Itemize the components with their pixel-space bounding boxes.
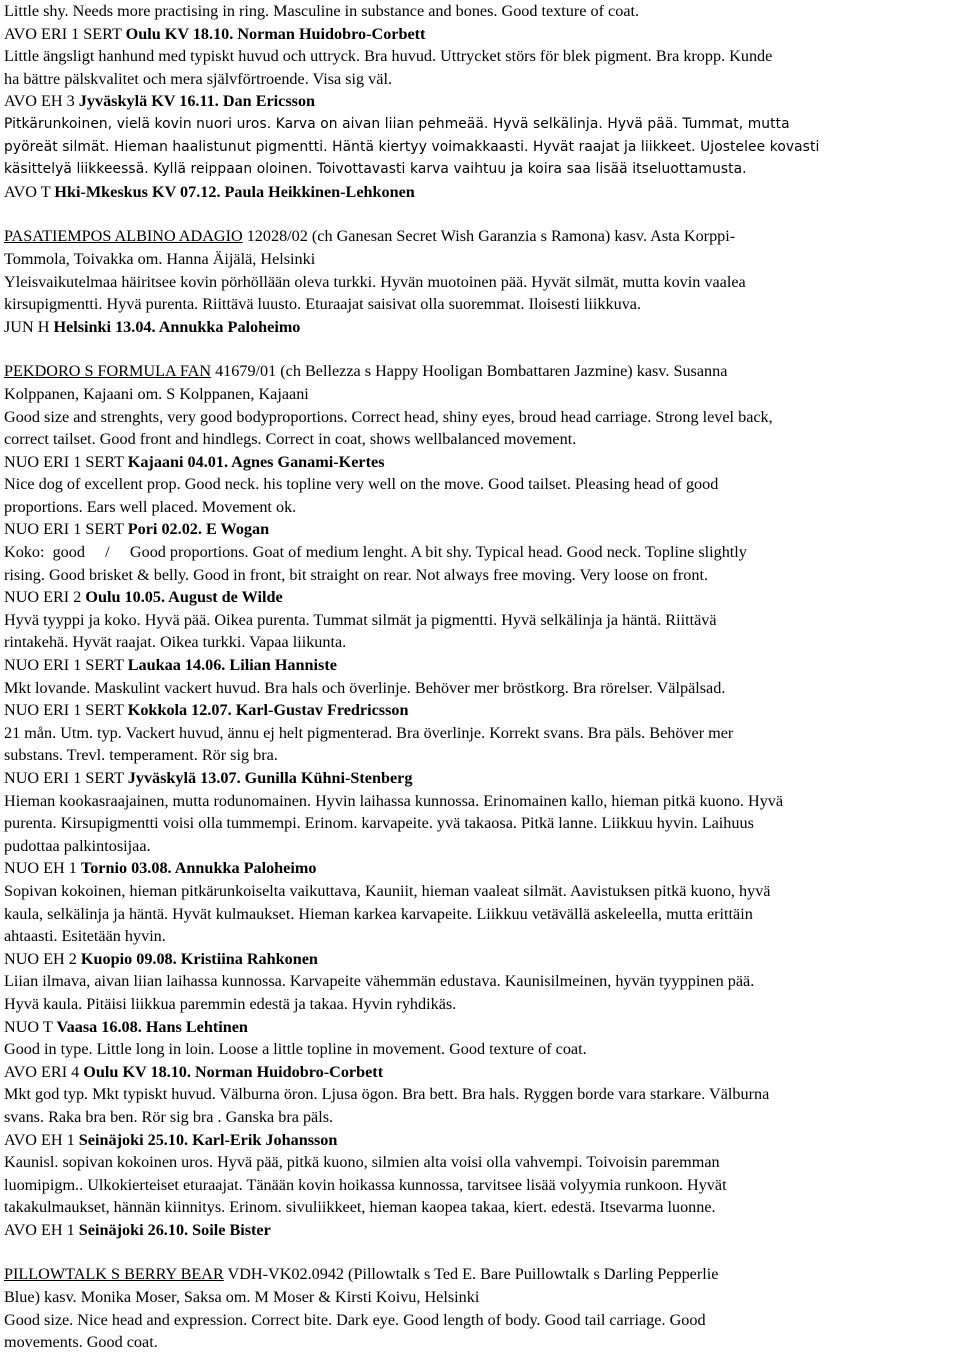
result-line: NUO ERI 1 SERT Kajaani 04.01. Agnes Ganami-Kertes [4, 452, 385, 471]
dog-name-link[interactable]: PASATIEMPOS ALBINO ADAGIO [4, 227, 243, 246]
critique-line: Sopivan kokoinen, hieman pitkärunkoiselta vaikuttava, Kauniit, hieman vaaleat silmät. Aavistuksen pitkä kuono, hyvä [4, 881, 771, 900]
result-line: NUO ERI 1 SERT Pori 02.02. E Wogan [4, 520, 270, 539]
critique-line: substans. Trevl. temperament. Rör sig bra. [4, 746, 278, 765]
owner-line: Blue) kasv. Monika Moser, Saksa om. M Moser & Kirsti Koivu, Helsinki [4, 1288, 480, 1307]
critique-line: Kaunisl. sopivan kokoinen uros. Hyvä pää, pitkä kuono, silmien alta voisi olla vahvempi. Toivoisin paremman [4, 1153, 720, 1172]
critique-line: rintakehä. Hyvät raajat. Oikea turkki. Vapaa liikunta. [4, 633, 347, 652]
result-line: NUO ERI 1 SERT Laukaa 14.06. Lilian Hanniste [4, 656, 337, 675]
critique-line: correct tailset. Good front and hindlegs. Correct in coat, shows wellbalanced movement. [4, 430, 577, 449]
critique-line: kaula, selkälinja ja häntä. Hyvät kulmaukset. Hieman karkea karvapeite. Liikkuu vetävällä askeleella, mutta erittäin [4, 904, 753, 923]
result-line: JUN H Helsinki 13.04. Annukka Paloheimo [4, 317, 301, 336]
section-gap [4, 338, 952, 360]
critique-line: Mkt lovande. Maskulint vackert huvud. Bra hals och överlinje. Behöver mer bröstkorg. Bra rörelser. Välpälsad. [4, 678, 726, 697]
critique-line: pudottaa palkintosijaa. [4, 836, 151, 855]
result-line: AVO EH 1 Seinäjoki 25.10. Karl-Erik Johansson [4, 1130, 338, 1149]
dog-header [4, 360, 952, 383]
critique-line: käsittelyä liikkeessä. Kyllä reippaan oloinen. Toivottavasti karva vaihtuu ja koira saa lisää itseluottamusta. [4, 161, 747, 178]
result-line: NUO T Vaasa 16.08. Hans Lehtinen [4, 1017, 248, 1036]
critique-line: kirsupigmentti. Hyvä purenta. Riittävä luusto. Eturaajat saisivat olla suoremmat. Iloisesti liikkuva. [4, 295, 642, 314]
critique-line: rising. Good brisket & belly. Good in front, bit straight on rear. Not always free moving. Very loose on front. [4, 565, 709, 584]
critique-line: Nice dog of excellent prop. Good neck. his topline very well on the move. Good tailset. Pleasing head of good [4, 475, 719, 494]
critique-line: ha bättre pälskvalitet och mera självförtroende. Visa sig väl. [4, 69, 393, 88]
critique-line: Good size. Nice head and expression. Correct bite. Dark eye. Good length of body. Good tail carriage. Good [4, 1310, 706, 1329]
section-gap [4, 1241, 952, 1263]
dog-pedigree: 41679/01 (ch Bellezza s Happy Hooligan Bombattaren Jazmine) kasv. Susanna [211, 362, 728, 381]
critique-line: Mkt god typ. Mkt typiskt huvud. Välburna öron. Ljusa ögon. Bra bett. Bra hals. Ryggen borde vara starkare. Välburna [4, 1085, 770, 1104]
result-line: NUO EH 1 Tornio 03.08. Annukka Paloheimo [4, 859, 317, 878]
critique-line: Hyvä kaula. Pitäisi liikkua paremmin edestä ja takaa. Hyvin ryhdikäs. [4, 994, 457, 1013]
result-line: NUO ERI 1 SERT Kokkola 12.07. Karl-Gustav Fredricsson [4, 701, 409, 720]
dog-pedigree: 12028/02 (ch Ganesan Secret Wish Garanzia s Ramona) kasv. Asta Korppi- [242, 227, 736, 246]
dog-name-link[interactable]: PEKDORO S FORMULA FAN [4, 362, 212, 381]
section-gap [4, 203, 952, 225]
dog-header [4, 225, 952, 248]
result-line: NUO EH 2 Kuopio 09.08. Kristiina Rahkonen [4, 949, 318, 968]
critique-line: Good size and strenghts, very good bodyproportions. Correct head, shiny eyes, broud head carriage. Strong level back, [4, 407, 773, 426]
dog-header [4, 1263, 952, 1286]
critique-line: ahtaasti. Esitetään hyvin. [4, 927, 166, 946]
critique-line: Hyvä tyyppi ja koko. Hyvä pää. Oikea purenta. Tummat silmät ja pigmentti. Hyvä selkälinja ja häntä. Riittävä [4, 610, 717, 629]
critique-line: Good in type. Little long in loin. Loose a little topline in movement. Good texture of coat. [4, 1040, 587, 1059]
dog-pedigree: VDH-VK02.0942 (Pillowtalk s Ted E. Bare Puillowtalk s Darling Pepperlie [223, 1265, 719, 1284]
critique-line: takakulmaukset, hännän kiinnitys. Erinom. sivuliikkeet, hieman kaopea takaa, kiert. edestä. Itsevarma luonne. [4, 1198, 716, 1217]
critique-line: luomipigm.. Ulkokierteiset eturaajat. Tänään kovin hoikassa kunnossa, tarvitsee lisää volyymia runkoon. Hyvät [4, 1175, 727, 1194]
critique-line: Koko: good / Good proportions. Goat of medium lenght. A bit shy. Typical head. Good neck. Topline slightly [4, 543, 747, 562]
critique-line: purenta. Kirsupigmentti voisi olla tummempi. Erinom. karvapeite. yvä takaosa. Pitkä lanne. Liikkuu hyvin. Laihuus [4, 814, 754, 833]
result-line: NUO ERI 2 Oulu 10.05. August de Wilde [4, 588, 283, 607]
critique-line: proportions. Ears well placed. Movement ok. [4, 497, 297, 516]
owner-line: Kolppanen, Kajaani om. S Kolppanen, Kajaani [4, 384, 309, 403]
critique-line: Pitkärunkoinen, vielä kovin nuori uros. Karva on aivan liian pehmeää. Hyvä selkälinja. Hyvä pää. Tummat, mutta [4, 115, 790, 132]
result-line: AVO ERI 1 SERT Oulu KV 18.10. Norman Huidobro-Corbett [4, 24, 426, 43]
result-line: AVO ERI 4 Oulu KV 18.10. Norman Huidobro-Corbett [4, 1062, 384, 1081]
critique-line: svans. Raka bra ben. Rör sig bra . Ganska bra päls. [4, 1107, 334, 1126]
critique-line: Liian ilmava, aivan liian laihassa kunnossa. Karvapeite vähemmän edustava. Kaunisilmeinen, hyvän tyyppinen pää. [4, 972, 755, 991]
result-line: NUO ERI 1 SERT Jyväskylä 13.07. Gunilla Kühni-Stenberg [4, 769, 413, 787]
critique-line: Hieman kookasraajainen, mutta rodunomainen. Hyvin laihassa kunnossa. Erinomainen kallo, hieman pitkä kuono. Hyvä [4, 791, 784, 810]
owner-line: Tommola, Toivakka om. Hanna Äijälä, Helsinki [4, 249, 316, 268]
critique-line: Little ängsligt hanhund med typiskt huvud och uttryck. Bra huvud. Uttrycket störs för blek pigment. Bra kropp. Kunde [4, 47, 773, 66]
critique-line: 21 mån. Utm. typ. Vackert huvud, ännu ej helt pigmenterad. Bra överlinje. Korrekt svans. Bra päls. Behöver mer [4, 723, 734, 742]
critique-line: Little shy. Needs more practising in ring. Masculine in substance and bones. Good texture of coat. [4, 2, 640, 20]
result-line: AVO T Hki-Mkeskus KV 07.12. Paula Heikkinen-Lehkonen [4, 182, 415, 201]
result-line: AVO EH 1 Seinäjoki 26.10. Soile Bister [4, 1220, 271, 1239]
critique-line: pyöreät silmät. Hieman haalistunut pigmentti. Häntä kiertyy voimakkaasti. Hyvät raajat ja liikkeet. Ujostelee kovasti [4, 138, 820, 155]
dog-name-link[interactable]: PILLOWTALK S BERRY BEAR [4, 1265, 224, 1284]
critique-line: movements. Good coat. [4, 1333, 158, 1352]
critique-line: Yleisvaikutelmaa häiritsee kovin pörhöllään oleva turkki. Hyvän muotoinen pää. Hyvät silmät, mutta kovin vaalea [4, 272, 746, 291]
result-line: AVO EH 3 Jyväskylä KV 16.11. Dan Ericsson [4, 92, 316, 111]
